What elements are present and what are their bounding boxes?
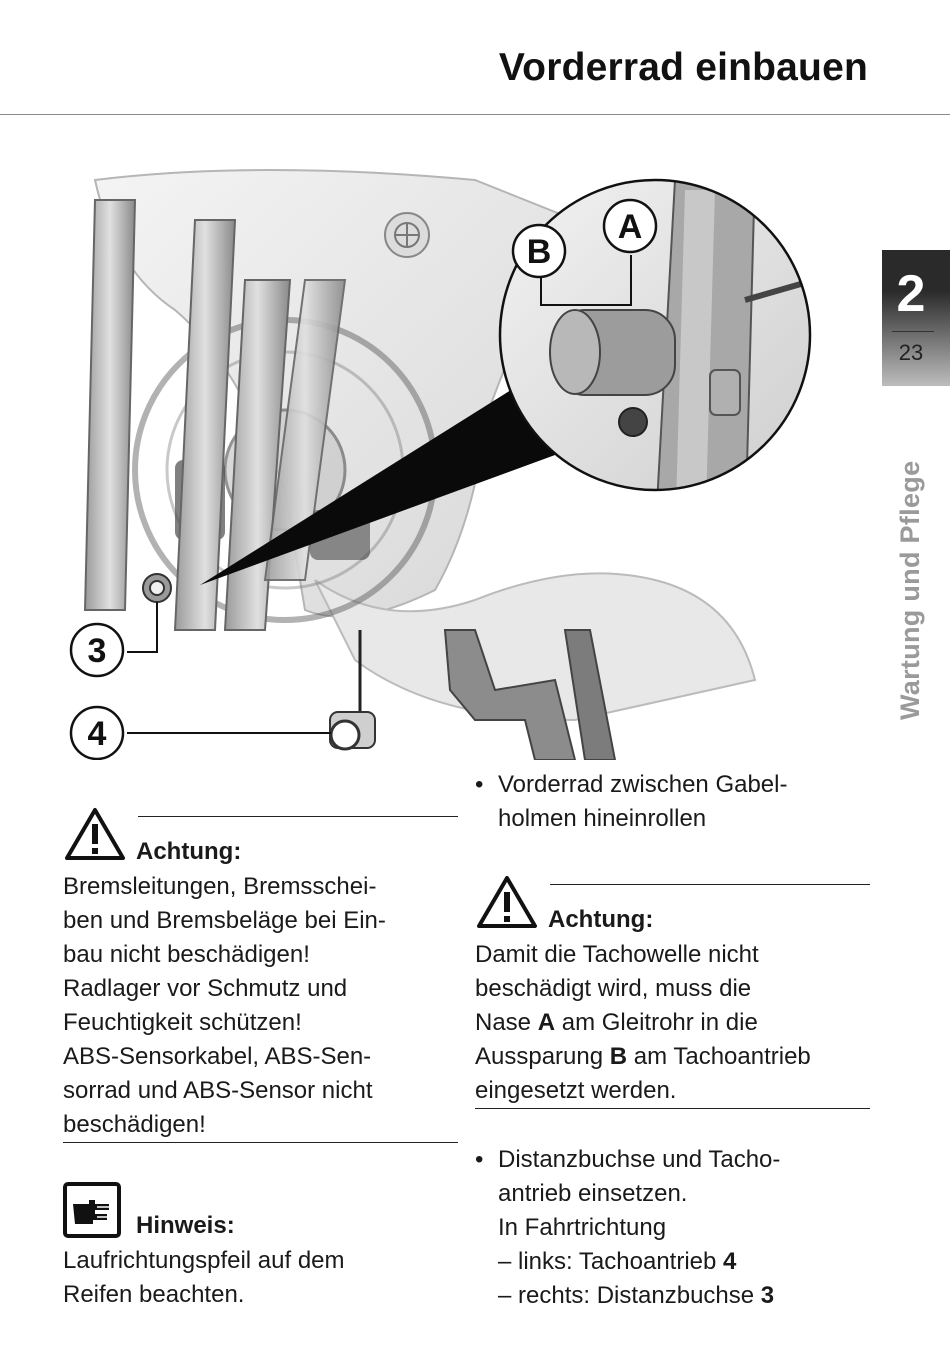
bullet-point: •: [475, 771, 484, 798]
note-body: [63, 1244, 458, 1312]
warning-line: Feuchtigkeit schützen!: [63, 1009, 302, 1036]
warning-body-right: [475, 938, 875, 1108]
callout-b: [513, 225, 565, 277]
front-wheel-installation-illustration: [55, 160, 825, 760]
callout-a: [604, 200, 656, 252]
text-fragment: Nase: [475, 1009, 538, 1036]
warning-body-left: [63, 870, 458, 1142]
warning-triangle-icon: [475, 874, 539, 930]
warning-line: ABS-Sensorkabel, ABS-Sen-: [63, 1043, 372, 1070]
header-divider: [0, 114, 950, 115]
svg-text:B: B: [526, 233, 552, 271]
step-line: [498, 1245, 780, 1279]
warning-line: [475, 1006, 875, 1040]
note-hand-icon: [63, 1182, 121, 1238]
text-fragment: – rechts: Distanzbuchse: [498, 1282, 761, 1309]
ref-part-4: 4: [723, 1248, 737, 1275]
step-line: holmen hineinrollen: [498, 805, 707, 832]
text-fragment: am Tachoantrieb: [627, 1043, 811, 1070]
warning-heading-left: Achtung:: [136, 838, 242, 865]
warning-line: Damit die Tachowelle nicht: [475, 941, 759, 968]
warning-heading-right: Achtung:: [548, 906, 654, 933]
text-fragment: – links: Tachoantrieb: [498, 1248, 724, 1275]
page-number: 23: [898, 340, 924, 365]
note-line: Reifen beachten.: [63, 1281, 245, 1308]
ref-nose-a: A: [537, 1009, 556, 1036]
chapter-number: 2: [896, 265, 926, 323]
svg-text:4: 4: [87, 715, 107, 753]
step-line: Vorderrad zwischen Gabel-: [498, 771, 788, 798]
warning-line: [475, 1040, 875, 1074]
svg-text:A: A: [617, 208, 643, 246]
callout-4: [71, 707, 123, 759]
spacer-bushing-part: [143, 574, 171, 602]
warning-line: ben und Bremsbeläge bei Ein-: [63, 907, 386, 934]
svg-text:3: 3: [87, 632, 107, 670]
section-title-vertical: Wartung und Pflege: [895, 460, 925, 720]
callout-3: [71, 624, 123, 676]
step-insert-bushing-drive: [475, 1143, 780, 1313]
page-title: Vorderrad einbauen: [498, 46, 868, 89]
warning-triangle-icon: [63, 806, 127, 862]
text-fragment: am Gleitrohr in die: [555, 1009, 758, 1036]
warning-line: eingesetzt werden.: [475, 1077, 677, 1104]
ref-part-3: 3: [760, 1282, 775, 1309]
note-line: Laufrichtungspfeil auf dem: [63, 1247, 345, 1274]
warning-line: Radlager vor Schmutz und: [63, 975, 348, 1002]
warning-bottom-rule: [63, 1142, 458, 1143]
step-line: antrieb einsetzen.: [498, 1180, 688, 1207]
warning-bottom-rule-right: [475, 1108, 870, 1109]
bullet-point: •: [475, 1146, 484, 1173]
text-fragment: Aussparung: [475, 1043, 610, 1070]
warning-line: bau nicht beschädigen!: [63, 941, 310, 968]
step-roll-in-wheel: [475, 768, 787, 836]
warning-top-rule: [138, 816, 458, 817]
ref-recess-b: B: [609, 1043, 628, 1070]
step-line: Distanzbuchse und Tacho-: [498, 1146, 781, 1173]
warning-line: sorrad und ABS-Sensor nicht: [63, 1077, 373, 1104]
step-line: [498, 1279, 780, 1313]
note-heading: Hinweis:: [136, 1212, 235, 1239]
warning-line: beschädigen!: [63, 1111, 206, 1138]
warning-line: beschädigt wird, muss die: [475, 975, 752, 1002]
warning-top-rule-right: [550, 884, 870, 885]
warning-line: Bremsleitungen, Bremsschei-: [63, 873, 377, 900]
chapter-tab-divider: [892, 331, 934, 332]
step-line: In Fahrtrichtung: [498, 1214, 667, 1241]
